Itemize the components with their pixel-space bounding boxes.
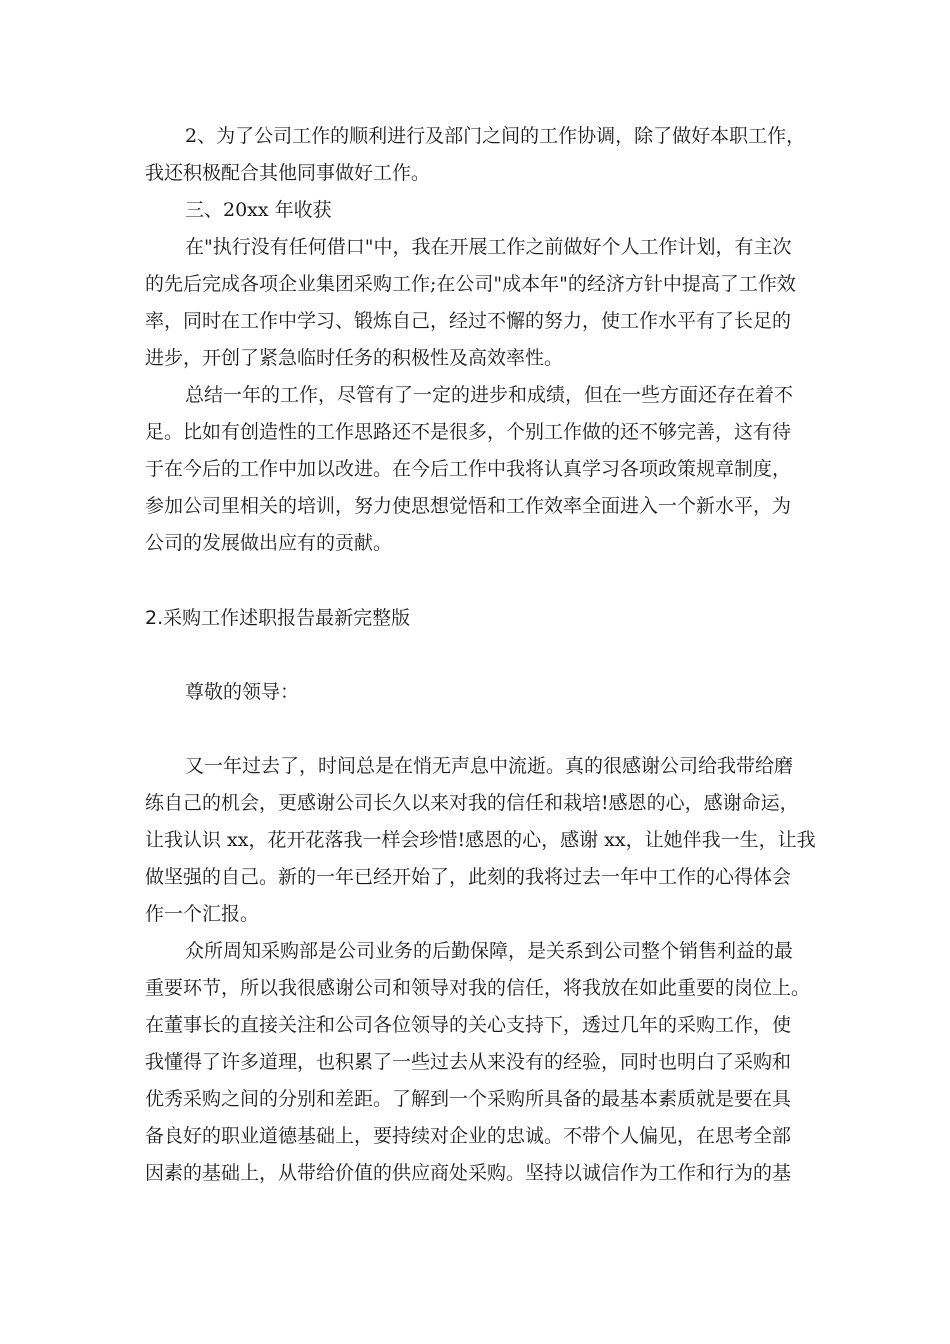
paragraph-line: 率，同时在工作中学习、锻炼自己，经过不懈的努力，使工作水平有了长足的 [145, 310, 792, 332]
paragraph-line: 总结一年的工作，尽管有了一定的进步和成绩，但在一些方面还存在着不 [185, 384, 794, 406]
paragraph-line: 我懂得了许多道理，也积累了一些过去从来没有的经验，同时也明白了采购和 [145, 1051, 792, 1073]
paragraph-line: 备良好的职业道德基础上，要持续对企业的忠诚。不带个人偏见，在思考全部 [145, 1125, 792, 1147]
paragraph-line: 公司的发展做出应有的贡献。 [145, 532, 393, 554]
section-heading: 三、20xx 年收获 [185, 199, 332, 221]
paragraph-line: 练自己的机会，更感谢公司长久以来对我的信任和栽培!感恩的心，感谢命运， [145, 792, 799, 814]
paragraph-line: 参加公司里相关的培训，努力使思想觉悟和工作效率全面进入一个新水平，为 [145, 495, 792, 517]
paragraph-line: 优秀采购之间的分别和差距。了解到一个采购所具备的最基本素质就是要在具 [145, 1088, 792, 1110]
paragraph-line: 足。比如有创造性的工作思路还不是很多，个别工作做的还不够完善，这有待 [145, 421, 792, 443]
paragraph-line: 于在今后的工作中加以改进。在今后工作中我将认真学习各项政策规章制度， [145, 458, 792, 480]
paragraph-line: 作一个汇报。 [145, 903, 260, 925]
paragraph-line: 重要环节，所以我很感谢公司和领导对我的信任，将我放在如此重要的岗位上。 [145, 977, 811, 999]
article-heading: 2.采购工作述职报告最新完整版 [145, 607, 411, 629]
paragraph-line: 进步，开创了紧急临时任务的积极性及高效率性。 [145, 347, 564, 369]
paragraph-line: 我还积极配合其他同事做好工作。 [145, 162, 431, 184]
paragraph-line: 的先后完成各项企业集团采购工作;在公司"成本年"的经济方针中提高了工作效 [145, 273, 796, 295]
paragraph-line: 做坚强的自己。新的一年已经开始了，此刻的我将过去一年中工作的心得体会 [145, 866, 792, 888]
paragraph-line: 让我认识 xx，花开花落我一样会珍惜!感恩的心，感谢 xx，让她伴我一生，让我 [145, 829, 816, 851]
paragraph-line: 众所周知采购部是公司业务的后勤保障，是关系到公司整个销售利益的最 [185, 940, 794, 962]
paragraph-line: 在"执行没有任何借口"中，我在开展工作之前做好个人工作计划，有主次 [185, 236, 792, 258]
paragraph-line: 因素的基础上，从带给价值的供应商处采购。坚持以诚信作为工作和行为的基 [145, 1162, 792, 1184]
paragraph-line: 2、为了公司工作的顺利进行及部门之间的工作协调，除了做好本职工作， [185, 125, 806, 147]
salutation: 尊敬的领导： [185, 681, 300, 703]
paragraph-line: 又一年过去了，时间总是在悄无声息中流逝。真的很感谢公司给我带给磨 [185, 755, 794, 777]
paragraph-line: 在董事长的直接关注和公司各位领导的关心支持下，透过几年的采购工作，使 [145, 1014, 792, 1036]
